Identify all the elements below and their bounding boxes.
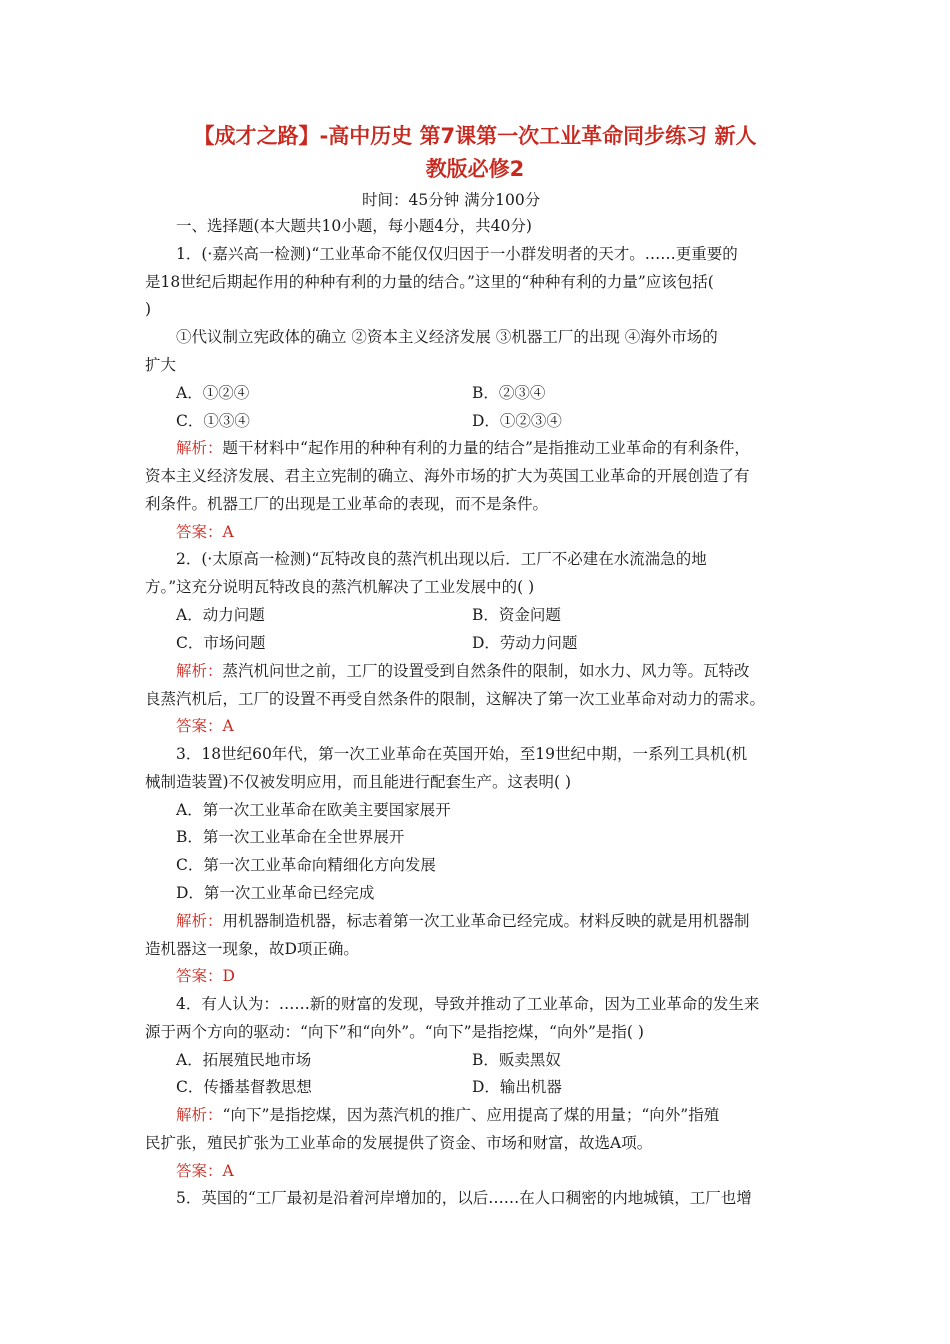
q1-analysis-text: 题干材料中“起作用的种种有利的力量的结合”是指推动工业革命的有利条件， — [222, 439, 750, 457]
q2-option-b: B．资金问题 — [472, 606, 561, 624]
answer-label: 答案： — [176, 717, 223, 735]
document-title-line-1: 【成才之路】-高中历史 第7课第一次工业革命同步练习 新人 — [193, 124, 757, 148]
q4-option-a: A．拓展殖民地市场 — [176, 1051, 312, 1069]
q3-answer — [176, 966, 235, 986]
exam-meta: 时间：45分钟 满分100分 — [362, 191, 541, 209]
q2-answer — [176, 716, 234, 736]
section-heading: 一、选择题(本大题共10小题，每小题4分，共40分) — [176, 217, 532, 235]
q1-analysis-line-3: 利条件。机器工厂的出现是工业革命的表现，而不是条件。 — [145, 495, 549, 513]
q2-stem-line-2: 方。”这充分说明瓦特改良的蒸汽机解决了工业发展中的( ) — [145, 578, 535, 596]
q2-analysis-text: 蒸汽机问世之前，工厂的设置受到自然条件的限制，如水力、风力等。瓦特改 — [222, 662, 750, 680]
q3-analysis-line-2: 造机器这一现象，故D项正确。 — [145, 940, 359, 958]
q5-stem-line-1: 5．英国的“工厂最初是沿着河岸增加的，以后……在人口稠密的内地城镇，工厂也增 — [176, 1189, 752, 1207]
q1-items-line-2: 扩大 — [145, 356, 177, 374]
analysis-label: 解析： — [176, 1106, 223, 1124]
q1-option-a: A．①②④ — [176, 384, 250, 402]
analysis-label: 解析： — [176, 912, 223, 930]
q3-option-b: B．第一次工业革命在全世界展开 — [176, 828, 405, 846]
q1-stem-line-2: 是18世纪后期起作用的种种有利的力量的结合。”这里的“种种有利的力量”应该包括( — [145, 273, 714, 291]
q4-answer-value: A — [222, 1162, 234, 1180]
answer-label: 答案： — [176, 1162, 223, 1180]
q3-option-a: A．第一次工业革命在欧美主要国家展开 — [176, 801, 451, 819]
q3-stem-line-2: 械制造装置)不仅被发明应用，而且能进行配套生产。这表明( ) — [145, 773, 572, 791]
q3-stem-line-1: 3．18世纪60年代，第一次工业革命在英国开始，至19世纪中期，一系列工具机(机 — [176, 745, 748, 763]
q2-option-c: C．市场问题 — [176, 634, 266, 652]
q4-analysis-text: “向下”是指挖煤，因为蒸汽机的推广、应用提高了煤的用量；“向外”指殖 — [222, 1106, 720, 1124]
q4-analysis-line-1 — [176, 1105, 719, 1125]
q3-option-d: D．第一次工业革命已经完成 — [176, 884, 375, 902]
q1-answer-value: A — [222, 523, 234, 541]
q4-option-c: C．传播基督教思想 — [176, 1078, 312, 1096]
q4-answer — [176, 1161, 234, 1181]
q4-stem-line-1: 4．有人认为：……新的财富的发现，导致并推动了工业革命，因为工业革命的发生来 — [176, 995, 760, 1013]
q2-option-a: A．动力问题 — [176, 606, 265, 624]
answer-label: 答案： — [176, 967, 223, 985]
q3-answer-value: D — [222, 967, 235, 985]
q2-analysis-line-2: 良蒸汽机后，工厂的设置不再受自然条件的限制，这解决了第一次工业革命对动力的需求。 — [145, 690, 766, 708]
q1-answer — [176, 522, 234, 542]
q4-analysis-line-2: 民扩张，殖民扩张为工业革命的发展提供了资金、市场和财富，故选A项。 — [145, 1134, 653, 1152]
q4-stem-line-2: 源于两个方向的驱动：“向下”和“向外”。“向下”是指挖煤，“向外”是指( ) — [145, 1023, 644, 1041]
q1-analysis-line-1 — [176, 438, 750, 458]
q1-option-b: B．②③④ — [472, 384, 546, 402]
q2-analysis-line-1 — [176, 661, 750, 681]
q2-stem-line-1: 2．(·太原高一检测)“瓦特改良的蒸汽机出现以后．工厂不必建在水流湍急的地 — [176, 550, 707, 568]
q2-option-d: D．劳动力问题 — [472, 634, 578, 652]
q1-items-line-1: ①代议制立宪政体的确立 ②资本主义经济发展 ③机器工厂的出现 ④海外市场的 — [176, 328, 718, 346]
q4-option-d: D．输出机器 — [472, 1078, 562, 1096]
analysis-label: 解析： — [176, 439, 223, 457]
q3-analysis-text: 用机器制造机器，标志着第一次工业革命已经完成。材料反映的就是用机器制 — [222, 912, 750, 930]
answer-label: 答案： — [176, 523, 223, 541]
analysis-label: 解析： — [176, 662, 223, 680]
document-title-line-2: 教版必修2 — [425, 157, 525, 181]
q1-option-d: D．①②③④ — [472, 412, 562, 430]
q3-analysis-line-1 — [176, 911, 750, 931]
q1-analysis-line-2: 资本主义经济发展、君主立宪制的确立、海外市场的扩大为英国工业革命的开展创造了有 — [145, 467, 750, 485]
q3-option-c: C．第一次工业革命向精细化方向发展 — [176, 856, 436, 874]
q1-option-c: C．①③④ — [176, 412, 250, 430]
q1-stem-line-1: 1．(·嘉兴高一检测)“工业革命不能仅仅归因于一小群发明者的天才。……更重要的 — [176, 245, 738, 263]
q2-answer-value: A — [222, 717, 234, 735]
q4-option-b: B．贩卖黑奴 — [472, 1051, 561, 1069]
q1-stem-line-3: ) — [145, 300, 152, 318]
